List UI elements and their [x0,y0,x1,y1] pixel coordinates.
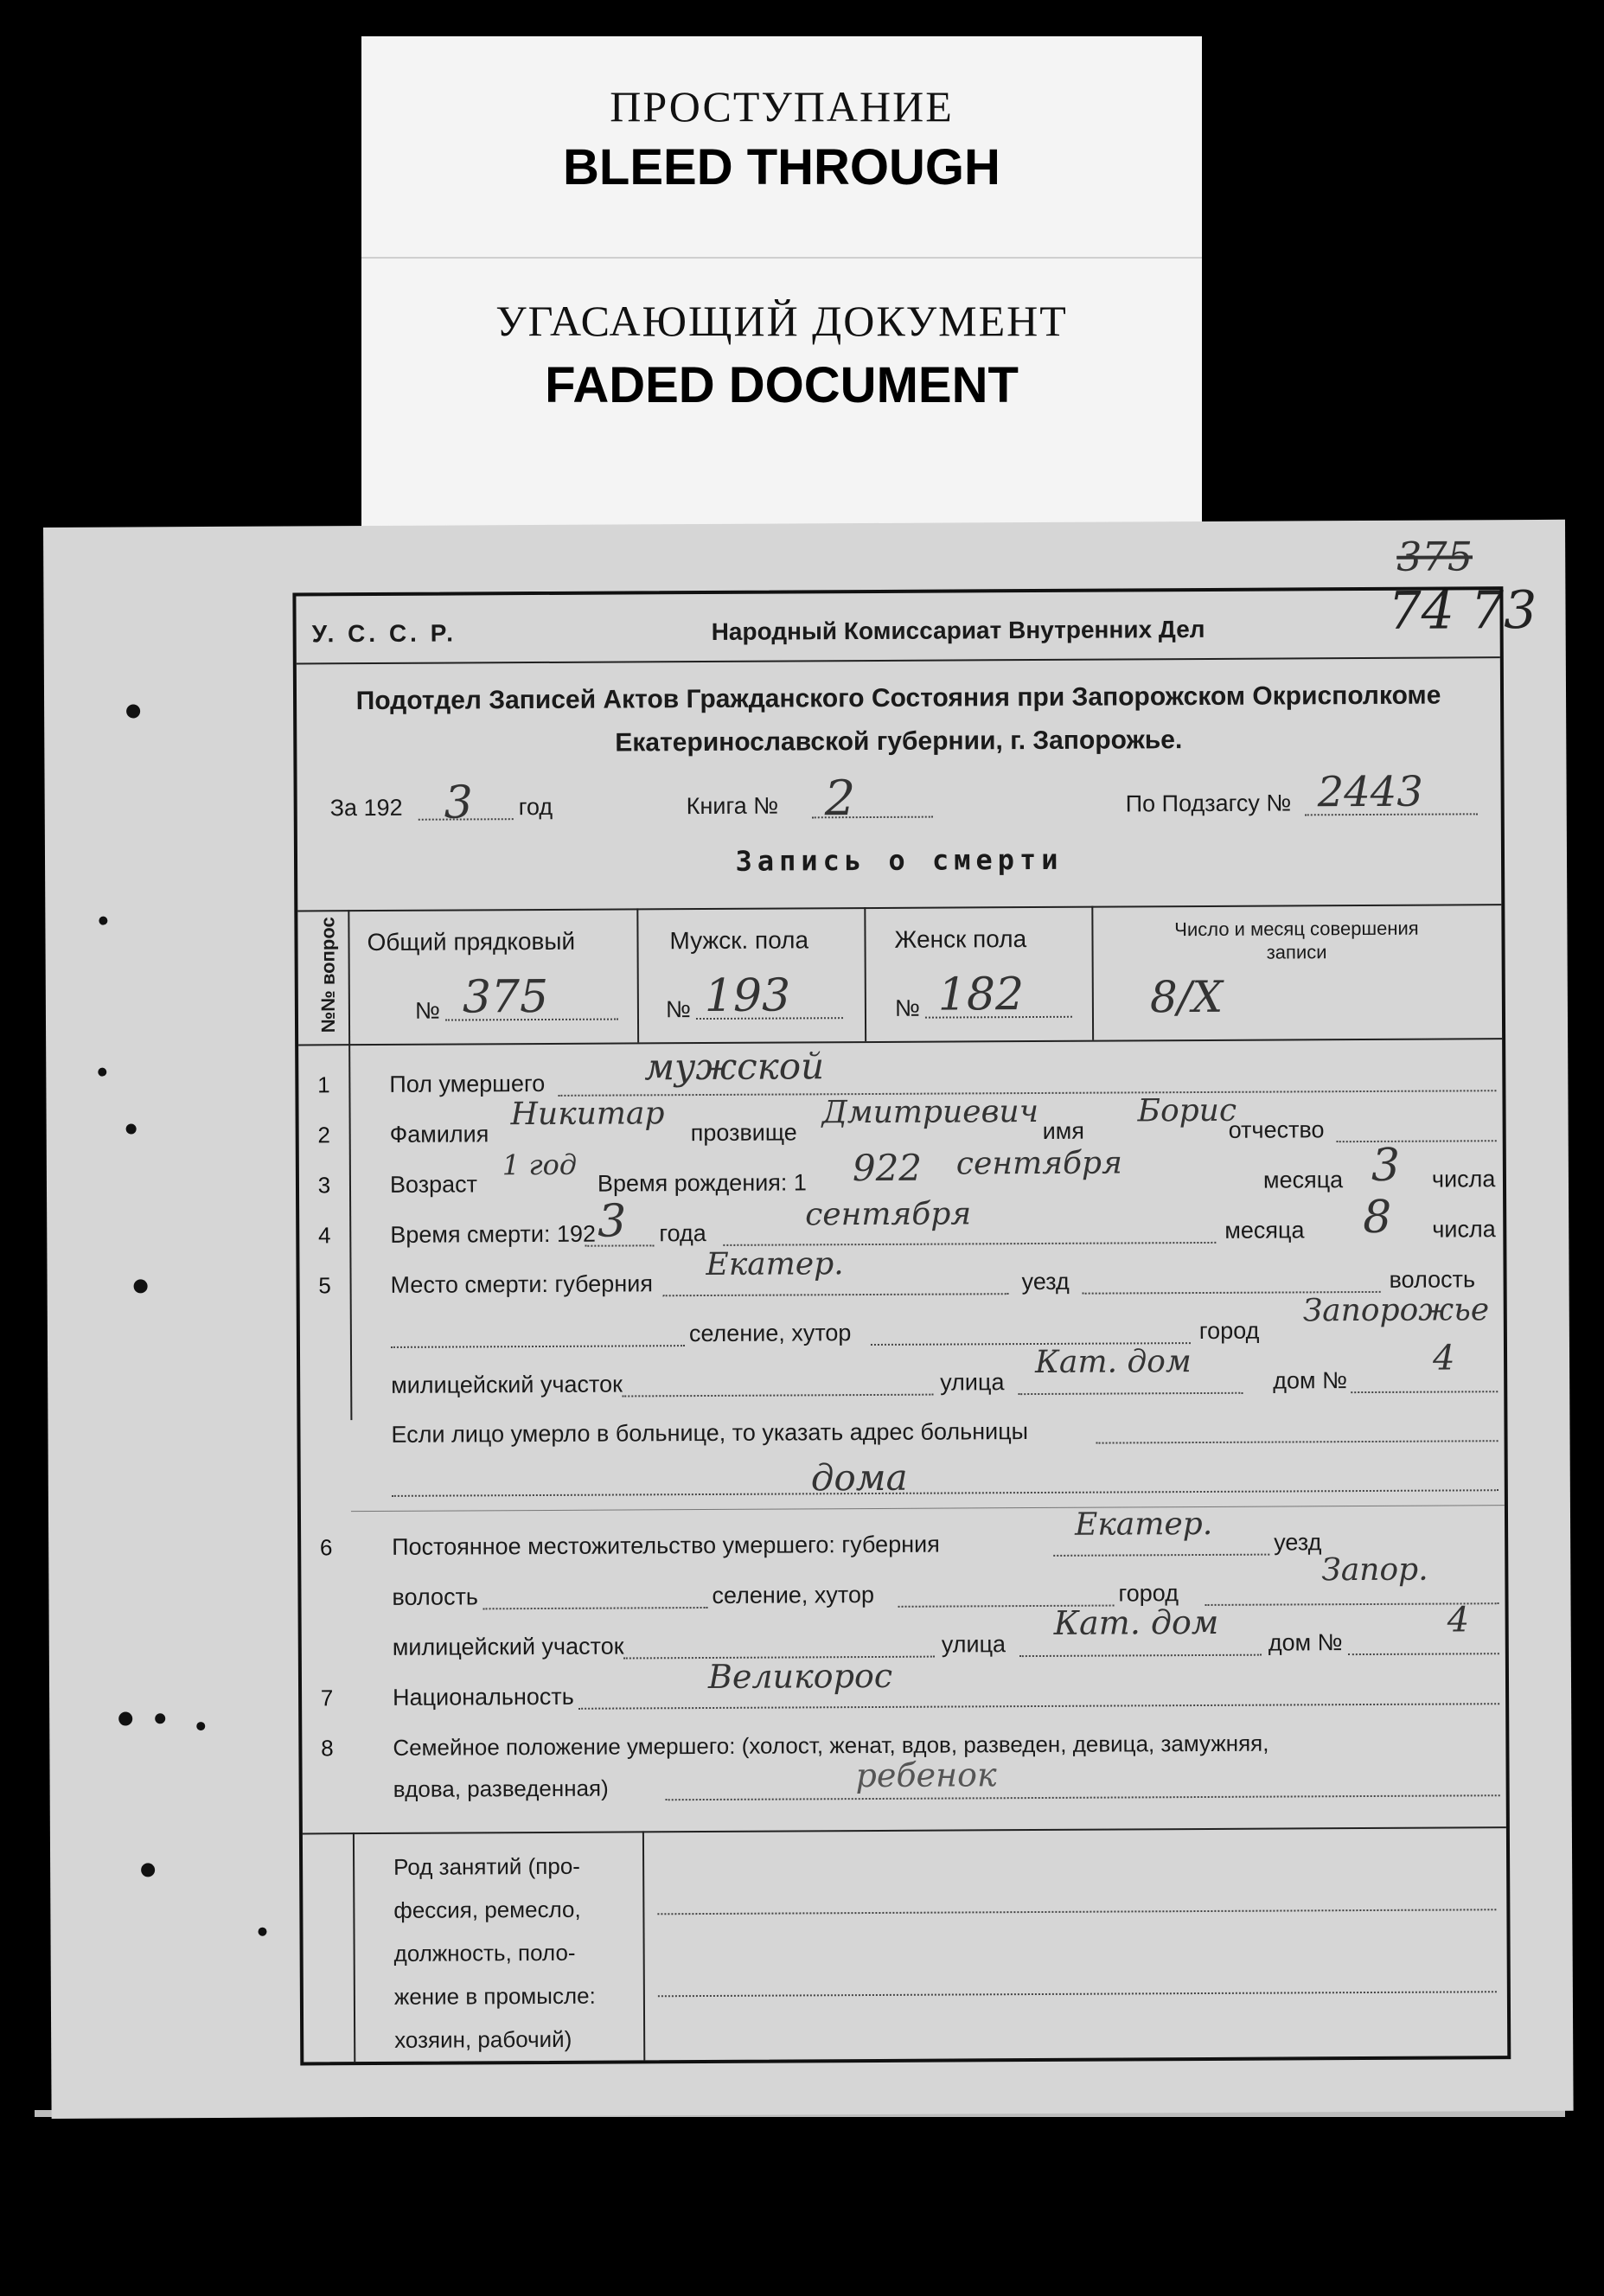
divider [636,908,639,1042]
field-line [1019,1654,1262,1657]
field-line [1018,1392,1243,1395]
field-line [1053,1554,1269,1557]
year-label: За 192 [329,794,403,822]
punch-hole [141,1863,155,1877]
death-month-label: месяца [1224,1217,1305,1244]
residence-volost-label: волость [392,1583,479,1610]
marital-status-value: ребенок [855,1756,997,1795]
first-name-label: имя [1042,1117,1085,1144]
label-divider [361,257,1202,259]
male-serial-label: Мужск. пола [669,926,809,955]
general-serial-no: № [414,997,440,1024]
record-date-value: 8/X [1149,971,1224,1023]
occupation-label-4: жение в промысле: [393,1982,596,2010]
row-number: 3 [317,1172,331,1199]
field-line [666,1794,1500,1800]
female-serial-no: № [894,995,920,1021]
field-line [723,1242,1216,1246]
age-label: Возраст [389,1171,478,1198]
deceased-sex-label: Пол умершего [389,1070,546,1097]
field-line [663,1293,1009,1296]
row-number: 7 [320,1685,334,1711]
divider [297,904,1501,911]
field-line [1337,1140,1497,1142]
residence-street-value: Кат. дом [1053,1602,1219,1642]
punch-hole [118,1711,132,1725]
death-house-label: дом № [1273,1367,1348,1394]
bleed-through-ru: ПРОСТУПАНИЕ [610,82,954,131]
birth-month-value: сентября [955,1145,1122,1182]
record-title: Запись о смерти [735,842,1064,878]
nickname-value: Дмитриевич [821,1093,1039,1131]
punch-hole [98,1068,106,1077]
nickname-label: прозвище [690,1119,797,1147]
marital-status-label-2: вдова, разведенная) [393,1775,609,1802]
deceased-sex-value: мужской [644,1045,825,1089]
occupation-label-2: фессия, ремесло, [393,1896,581,1923]
occupation-label-5: хозяин, рабочий) [394,2025,572,2053]
faded-document-en: FADED DOCUMENT [545,357,1019,413]
divider [298,1038,1502,1046]
punch-hole [258,1928,266,1936]
death-house-value: 4 [1432,1338,1455,1378]
hospital-label: Если лицо умерло в больнице, то указать адрес больницы [391,1418,1029,1448]
death-day-label: числа [1432,1216,1496,1243]
bleed-through-en: BLEED THROUGH [563,139,1000,195]
row-number: 5 [318,1272,331,1299]
death-street-value: Кат. дом [1034,1344,1192,1381]
divider [348,910,352,1420]
nationality-label: Национальность [393,1683,574,1711]
divider [642,1831,645,2060]
row-number: 4 [317,1222,331,1249]
general-serial-label: Общий прядковый [367,927,576,956]
commissariat: Народный Комиссариат Внутренних Дел [711,615,1205,645]
death-place-city-label: город [1198,1317,1260,1345]
punch-hole [155,1713,165,1724]
field-line [658,1991,1497,1997]
divider [351,1505,1505,1512]
death-record-sheet [43,520,1574,2119]
field-line [657,1909,1496,1915]
row-number: 1 [317,1071,330,1098]
field-line [392,1489,1499,1497]
female-serial-label: Женск пола [894,925,1027,953]
female-serial-value: 182 [937,969,1025,1021]
residence-city-value: Запор. [1321,1551,1428,1589]
residence-militia-label: милицейский участок [392,1633,624,1660]
field-line [1351,1391,1498,1393]
residence-house-value: 4 [1447,1600,1470,1640]
surname-value: Никитар [510,1096,665,1133]
republic: У. С. С. Р. [311,619,457,648]
occupation-label-3: должность, поло- [393,1939,576,1967]
row-number: 6 [319,1534,333,1561]
death-time-label: Время смерти: 192 [390,1220,597,1248]
death-year-label: года [659,1219,706,1247]
surname-label: Фамилия [389,1121,489,1148]
field-line [622,1394,933,1397]
death-month-value: сентября [805,1196,972,1233]
first-name-value: Борис [1137,1092,1237,1129]
birth-day-value: 3 [1371,1139,1401,1192]
book-label: Книга № [686,792,779,820]
divider [353,1832,355,2062]
punch-hole [196,1722,205,1730]
punch-hole [126,1123,137,1134]
question-number-label: №№ вопрос [316,917,340,1033]
death-place-uezd-label: уезд [1021,1268,1070,1295]
death-street-label: улица [940,1369,1005,1396]
residence-street-label: улица [941,1631,1006,1658]
birth-time-label: Время рождения: 1 [597,1169,807,1197]
residence-gub-value: Екатер. [1074,1506,1213,1543]
form-frame [292,586,1511,2065]
birth-day-label: числа [1431,1166,1496,1193]
divider [297,656,1500,664]
subregistry-label: По Подзагсу № [1125,790,1292,817]
marital-status-label: Семейное положение умершего: (холост, женат, вдов, разведен, девица, замужняя, [393,1730,1269,1761]
subdept-line2: Екатеринославской губернии, г. Запорожье. [615,726,1183,758]
year-value: 3 [444,777,473,829]
hospital-value: дома [810,1455,908,1500]
subdept-line1: Подотдел Записей Актов Гражданского Состояния при Запорожском Окрисполкоме [355,681,1441,716]
residence-uezd-label: уезд [1274,1529,1322,1556]
death-place-village-label: селение, хутор [688,1320,852,1347]
record-date-label-1: Число и месяц совершения [1174,917,1419,941]
book-value: 2 [824,771,856,828]
death-day-value: 8 [1363,1191,1392,1244]
birth-month-label: месяца [1262,1167,1344,1193]
punch-hole [99,917,107,925]
field-line [483,1607,708,1609]
punch-hole [134,1279,148,1293]
birth-year-value: 922 [852,1146,923,1190]
divider [864,907,866,1041]
divider [303,1826,1506,1834]
death-place-label: Место смерти: губерния [390,1270,653,1298]
corner-number-bottom: 74 73 [1388,579,1537,642]
corner-number-top: 375 [1396,533,1473,580]
death-year-value: 3 [598,1195,627,1248]
death-militia-label: милицейский участок [391,1371,623,1398]
residence-label: Постоянное местожительство умершего: губерния [392,1531,940,1560]
residence-village-label: селение, хутор [712,1581,875,1608]
faded-document-ru: УГАСАЮЩИЙ ДОКУМЕНТ [495,297,1068,345]
field-line [391,1345,685,1348]
general-serial-value: 375 [462,970,549,1024]
death-place-volost-label: волость [1389,1266,1476,1293]
nationality-value: Великорос [707,1656,893,1696]
patronymic-label: отчество [1228,1116,1325,1143]
field-line [1096,1440,1499,1443]
record-date-label-2: записи [1266,941,1327,963]
field-line [578,1703,1499,1710]
row-number: 8 [321,1735,334,1762]
residence-house-label: дом № [1268,1629,1343,1656]
male-serial-value: 193 [704,969,791,1023]
death-place-gub-value: Екатер. [706,1246,844,1282]
year-suffix: год [518,793,553,821]
age-value: 1 год [502,1148,578,1182]
occupation-label-1: Род занятий (про- [393,1852,580,1880]
punch-hole [126,704,140,718]
field-line [1348,1653,1499,1655]
male-serial-no: № [665,996,691,1023]
residence-city-label: город [1118,1580,1179,1607]
archive-label-card [361,36,1202,529]
death-place-city-value: Запорожье [1302,1292,1490,1329]
row-number: 2 [317,1122,330,1148]
subregistry-value: 2443 [1317,767,1423,817]
